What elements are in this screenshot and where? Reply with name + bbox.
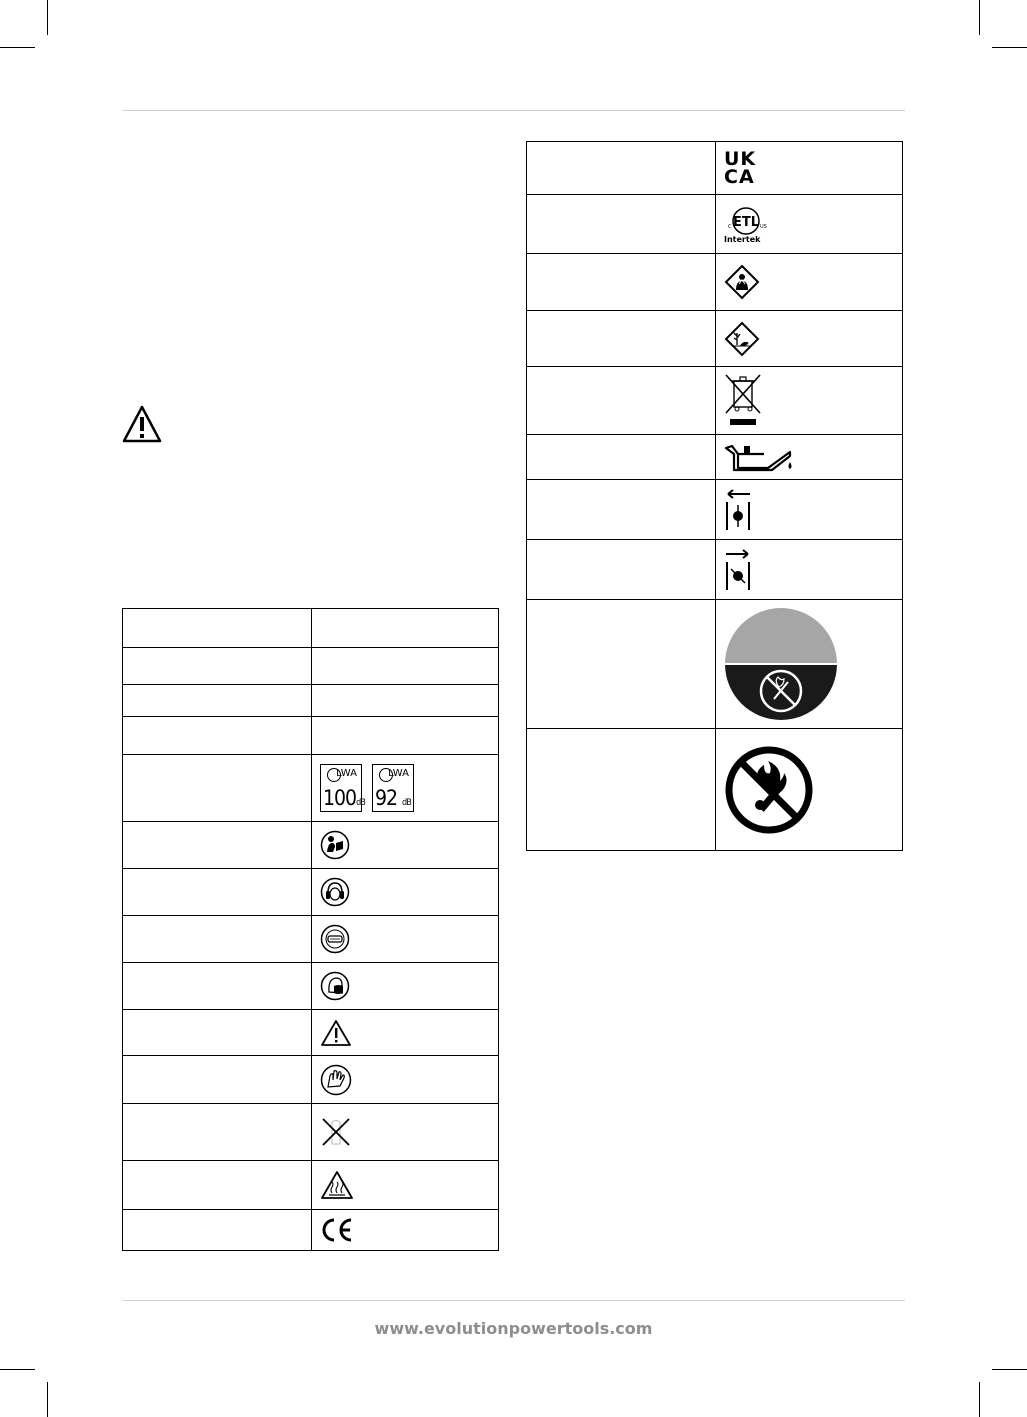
svg-text:US: US — [760, 223, 767, 230]
label-cell — [123, 1104, 312, 1161]
label-cell — [123, 1161, 312, 1210]
table-row — [123, 648, 499, 685]
lwa-label: LWA — [388, 768, 409, 779]
right-symbol-table — [526, 141, 903, 851]
label-cell — [123, 822, 312, 869]
svg-text:C: C — [728, 223, 732, 230]
dust-mask-icon — [320, 971, 350, 1001]
value-cell — [312, 609, 499, 648]
label-cell — [527, 540, 716, 600]
sound-power-label — [320, 764, 365, 812]
table-row — [527, 435, 903, 480]
label-cell — [123, 685, 312, 717]
choke-open-icon — [724, 488, 754, 532]
label-cell — [123, 755, 312, 822]
table-row — [527, 540, 903, 600]
environment-hazard-icon — [724, 321, 760, 357]
ukca-mark-icon: UK CA — [724, 148, 757, 188]
weee-bin-icon — [724, 373, 762, 429]
oil-can-icon — [724, 440, 796, 474]
table-row — [123, 1010, 499, 1056]
label-cell — [527, 729, 716, 851]
label-cell — [123, 609, 312, 648]
label-cell — [123, 648, 312, 685]
etl-label: Intertek — [724, 234, 761, 244]
label-cell — [123, 717, 312, 755]
svg-text:ETL: ETL — [732, 214, 760, 230]
crop-mark — [47, 0, 48, 35]
table-row — [527, 311, 903, 367]
header-rule — [123, 110, 905, 111]
label-cell — [527, 311, 716, 367]
lwa-value: 92 dB — [375, 786, 411, 810]
label-cell — [123, 1010, 312, 1056]
value-cell — [312, 648, 499, 685]
label-cell — [527, 480, 716, 540]
table-row — [123, 755, 499, 822]
table-row — [123, 822, 499, 869]
no-open-flame-icon — [724, 745, 814, 835]
warning-icon — [320, 1018, 352, 1048]
no-flame-fuel-icon — [724, 607, 838, 721]
table-row — [123, 609, 499, 648]
lwa-value: 100dB — [323, 786, 365, 810]
table-row — [123, 963, 499, 1010]
table-row — [527, 729, 903, 851]
sound-power-labels — [320, 764, 498, 812]
table-row — [527, 142, 903, 195]
table-row — [527, 195, 903, 254]
table-row — [527, 367, 903, 435]
ce-mark-icon — [320, 1218, 354, 1242]
crop-mark — [992, 1369, 1027, 1370]
left-symbol-table — [122, 608, 499, 1251]
label-cell — [527, 600, 716, 729]
value-cell — [312, 717, 499, 755]
table-row — [527, 254, 903, 311]
crop-mark — [47, 1382, 48, 1417]
label-cell — [527, 195, 716, 254]
crop-mark — [979, 1382, 980, 1417]
table-row — [123, 717, 499, 755]
label-cell — [527, 435, 716, 480]
table-row — [123, 1104, 499, 1161]
read-manual-icon — [320, 830, 350, 860]
crop-mark — [0, 47, 35, 48]
label-cell — [123, 869, 312, 916]
value-cell — [312, 685, 499, 717]
sound-power-label — [372, 764, 414, 812]
table-row — [123, 1056, 499, 1104]
choke-closed-icon — [724, 548, 754, 592]
table-row — [527, 600, 903, 729]
footer-rule — [123, 1300, 905, 1301]
table-row — [123, 1210, 499, 1251]
lwa-label: LWA — [336, 768, 357, 779]
health-hazard-icon — [724, 264, 760, 300]
warning-icon — [121, 404, 163, 448]
eye-protection-icon — [320, 924, 350, 954]
crop-mark — [992, 47, 1027, 48]
no-hands-crossed-icon — [320, 1116, 352, 1148]
crop-mark — [0, 1369, 35, 1370]
crop-mark — [979, 0, 980, 35]
label-cell — [527, 254, 716, 311]
table-row — [123, 916, 499, 963]
gloves-icon — [320, 1064, 352, 1096]
label-cell — [123, 916, 312, 963]
table-row — [123, 685, 499, 717]
etl-intertek-icon — [724, 205, 902, 244]
ear-protection-icon — [320, 877, 350, 907]
hot-surface-icon — [320, 1170, 354, 1200]
label-cell — [527, 142, 716, 195]
footer-url[interactable]: www.evolutionpowertools.com — [374, 1319, 653, 1338]
label-cell — [123, 963, 312, 1010]
table-row — [123, 869, 499, 916]
table-row — [527, 480, 903, 540]
label-cell — [527, 367, 716, 435]
table-row — [123, 1161, 499, 1210]
label-cell — [123, 1210, 312, 1251]
label-cell — [123, 1056, 312, 1104]
